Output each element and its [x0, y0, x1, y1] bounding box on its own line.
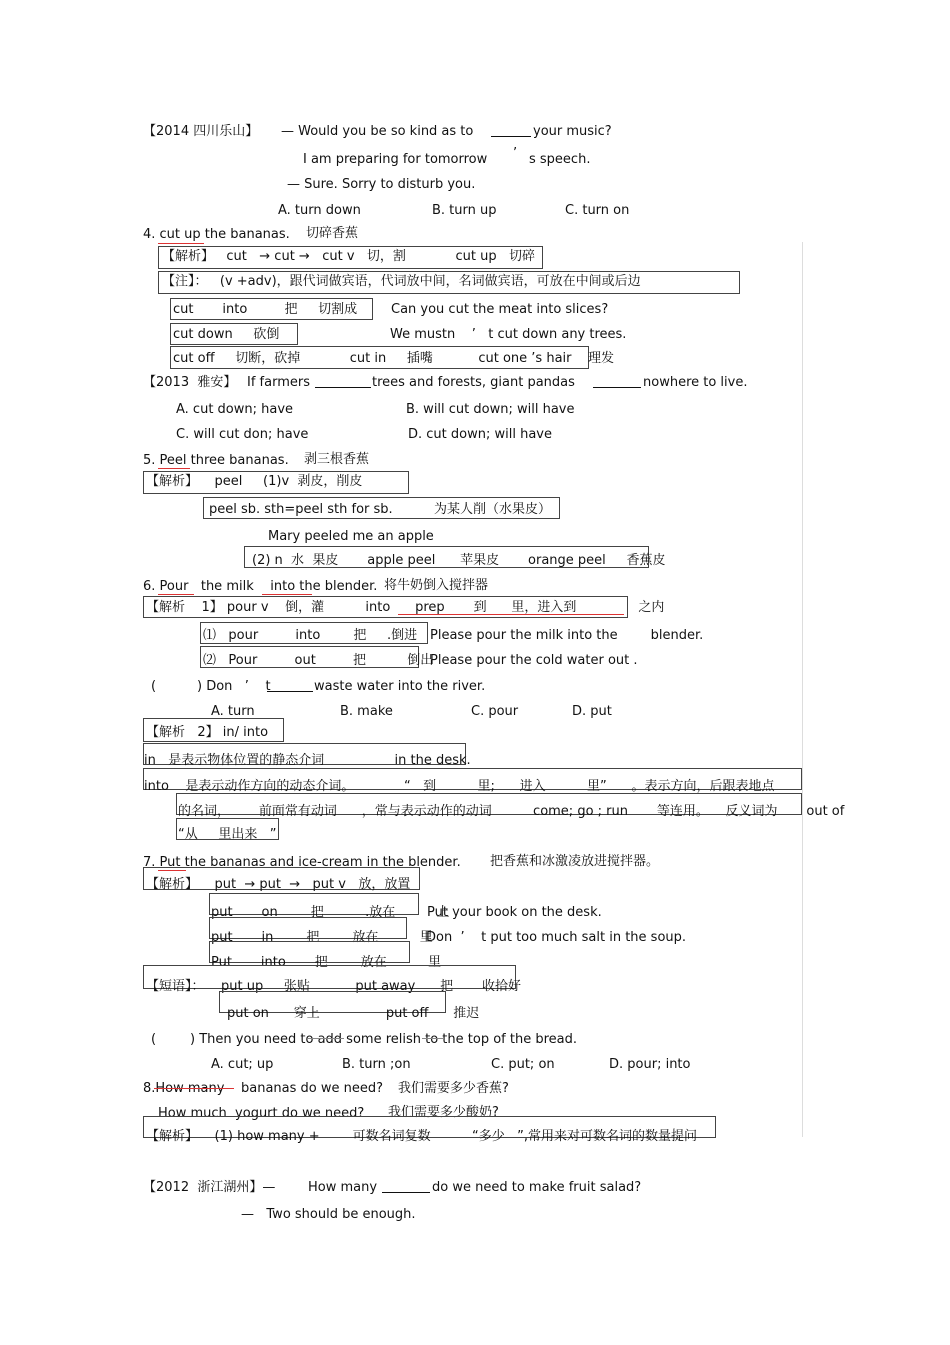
q2012-b: do we need to make fruit salad? [432, 1180, 642, 1195]
put-on: put on 把 .放在 上 [211, 905, 450, 920]
cut-down: cut down 砍倒 [173, 327, 280, 342]
item6-q-text-a: ) Don ’ t [197, 679, 271, 694]
item5-cn: 剥三根香蕉 [304, 452, 370, 467]
item8-cn2: 我们需要多少酸奶? [388, 1105, 499, 1120]
item7-q-text: ) Then you need to add some relish to the top of the bread. [190, 1032, 577, 1047]
phrase: 【短语】： put up 张贴 put away 把 收拾好 [146, 979, 522, 994]
item8-underline [154, 1088, 234, 1089]
item7-cn: 把香蕉和冰激凌放进搅拌器。 [490, 854, 660, 869]
cut-into-example: Can you cut the meat into slices? [391, 302, 609, 317]
item6-q-blank [267, 679, 313, 697]
item7-title: 7. Put the bananas and ice-cream in the blender. [143, 855, 461, 870]
item5-jiexi: 【解析】 peel (1)v 剥皮，削皮 [146, 474, 363, 489]
item7-opt-a: A. cut; up [211, 1057, 274, 1072]
put-in: put in 把 放在 里 [211, 930, 433, 945]
q2013-b: trees and forests, giant pandas [372, 375, 575, 390]
item6-cn: 将牛奶倒入搅拌器 [384, 578, 489, 593]
item6-opt-b: B. make [340, 704, 393, 719]
item7-opt-c: C. put; on [491, 1057, 555, 1072]
item6-jiexi1: 【解析 1】 pour v 倒，灌 into prep 到 里，进入到 之内 [146, 600, 665, 615]
item4-jiexi: 【解析】 cut → cut → cut v 切，割 cut up 切碎 [162, 249, 536, 264]
pour-into: ⑴ pour into 把 .倒进 [203, 628, 418, 643]
q2014-opt-b: B. turn up [432, 203, 497, 218]
q2014-line2-a: I am preparing for tomorrow [303, 152, 488, 167]
source-2012: 【2012 浙江湖州】— [143, 1180, 276, 1195]
put-on-example: Put your book on the desk. [427, 905, 602, 920]
item6-opt-a: A. turn [211, 704, 255, 719]
cut-down-example: We mustn ’ t cut down any trees. [390, 327, 627, 342]
item5-example: Mary peeled me an apple [268, 529, 434, 544]
item8-jiexi: 【解析】 (1) how many + 可数名词复数 “多少 ”,常用来对可数名词的数量提问 [146, 1129, 698, 1144]
page-edge-rule [802, 242, 803, 1137]
item4-title: 4. cut up the bananas. [143, 227, 290, 242]
peel-for: peel sb. sth=peel sth for sb. 为某人削（水果皮） [209, 502, 552, 517]
q2013-blank2 [593, 375, 641, 393]
item4-underline [158, 243, 204, 244]
item7-q-paren: ( [151, 1032, 157, 1047]
in-line: in 是表示物体位置的静态介词 in the desk. [144, 753, 471, 768]
item7-opt-b: B. turn ;on [342, 1057, 411, 1072]
q2013-a: If farmers [247, 375, 310, 390]
item6-title: 6. Pour the milk into the blender. [143, 579, 378, 594]
item5-title: 5. Peel three bananas. [143, 453, 289, 468]
item6-q-paren: ( [151, 679, 157, 694]
item7-opt-d: D. pour; into [609, 1057, 691, 1072]
item6-underline-into [262, 594, 312, 595]
q2014-blank [491, 124, 531, 142]
cut-into: cut into 把 切割成 [173, 302, 358, 317]
pour-out: ⑵ Pour out 把 倒出 [203, 653, 434, 668]
q2013-blank1 [315, 375, 371, 393]
peel-noun: (2) n 水 果皮 apple peel 苹果皮 orange peel 香蕉皮 [252, 553, 666, 568]
q2013-c: nowhere to live. [643, 375, 748, 390]
q2012-a: How many [308, 1180, 378, 1195]
q2014-line3: — Sure. Sorry to disturb you. [287, 177, 476, 192]
item8-line2: How much yogurt do we need? [158, 1106, 365, 1121]
q2013-opt-a: A. cut down; have [176, 402, 294, 417]
pour-out-example: Please pour the cold water out . [430, 653, 638, 668]
phrase2: put on 穿上 put off 推迟 [227, 1006, 480, 1021]
item6-opt-c: C. pour [471, 704, 519, 719]
item6-jiexi1-underline [398, 614, 624, 615]
item5-underline [158, 468, 190, 469]
q2014-opt-a: A. turn down [278, 203, 361, 218]
item6-q-text-b: waste water into the river. [314, 679, 486, 694]
item6-underline-pour [158, 594, 194, 595]
item7-q-mark1 [308, 1038, 344, 1039]
put-into: Put into 把 放在 里 [211, 955, 442, 970]
item4-cn: 切碎香蕉 [306, 226, 359, 241]
q2013-opt-d: D. cut down; will have [408, 427, 552, 442]
source-2013: 【2013 雅安】 [143, 375, 237, 390]
into-line: into 是表示动作方向的动态介词。 “ 到 里; 进入 里” 。表示方向，后跟表地点 [144, 779, 775, 794]
q2014-line1-a: — Would you be so kind as to [281, 124, 474, 139]
source-2014: 【2014 四川乐山】 [143, 124, 259, 139]
item4-note: 【注】： (v +adv)，跟代词做宾语，代词放中间，名词做宾语，可放在中间或后边 [162, 274, 641, 289]
q2014-line2-b: ’ [513, 146, 518, 161]
q2013-opt-b: B. will cut down; will have [406, 402, 575, 417]
cut-off: cut off 切断，砍掉 cut in 插嘴 cut one ’s hair 理发 [173, 351, 615, 366]
q2012-reply: — Two should be enough. [241, 1207, 416, 1222]
item8-cn: 我们需要多少香蕉? [398, 1081, 509, 1096]
q2012-blank [382, 1180, 430, 1198]
put-in-example: Don ’ t put too much salt in the soup. [426, 930, 687, 945]
pour-into-example: Please pour the milk into the blender. [430, 628, 704, 643]
q2014-opt-c: C. turn on [565, 203, 630, 218]
item6-opt-d: D. put [572, 704, 612, 719]
item6-jiexi2: 【解析 2】 in/ into [146, 725, 269, 740]
item7-q-mark2 [422, 1038, 444, 1039]
into-line2: 的名词， 前面常有动词 ，常与表示动作的动词 come; go ; run 等连用。 反义词为 out of [178, 804, 845, 819]
q2014-line2-c: s speech. [529, 152, 591, 167]
item7-jiexi: 【解析】 put → put → put v 放，放置 [146, 877, 411, 892]
into-line3: “从 里出来 ” [178, 827, 277, 842]
q2013-opt-c: C. will cut don; have [176, 427, 309, 442]
q2014-line1-b: your music? [533, 124, 612, 139]
item8-title: 8.How many bananas do we need? [143, 1081, 384, 1096]
